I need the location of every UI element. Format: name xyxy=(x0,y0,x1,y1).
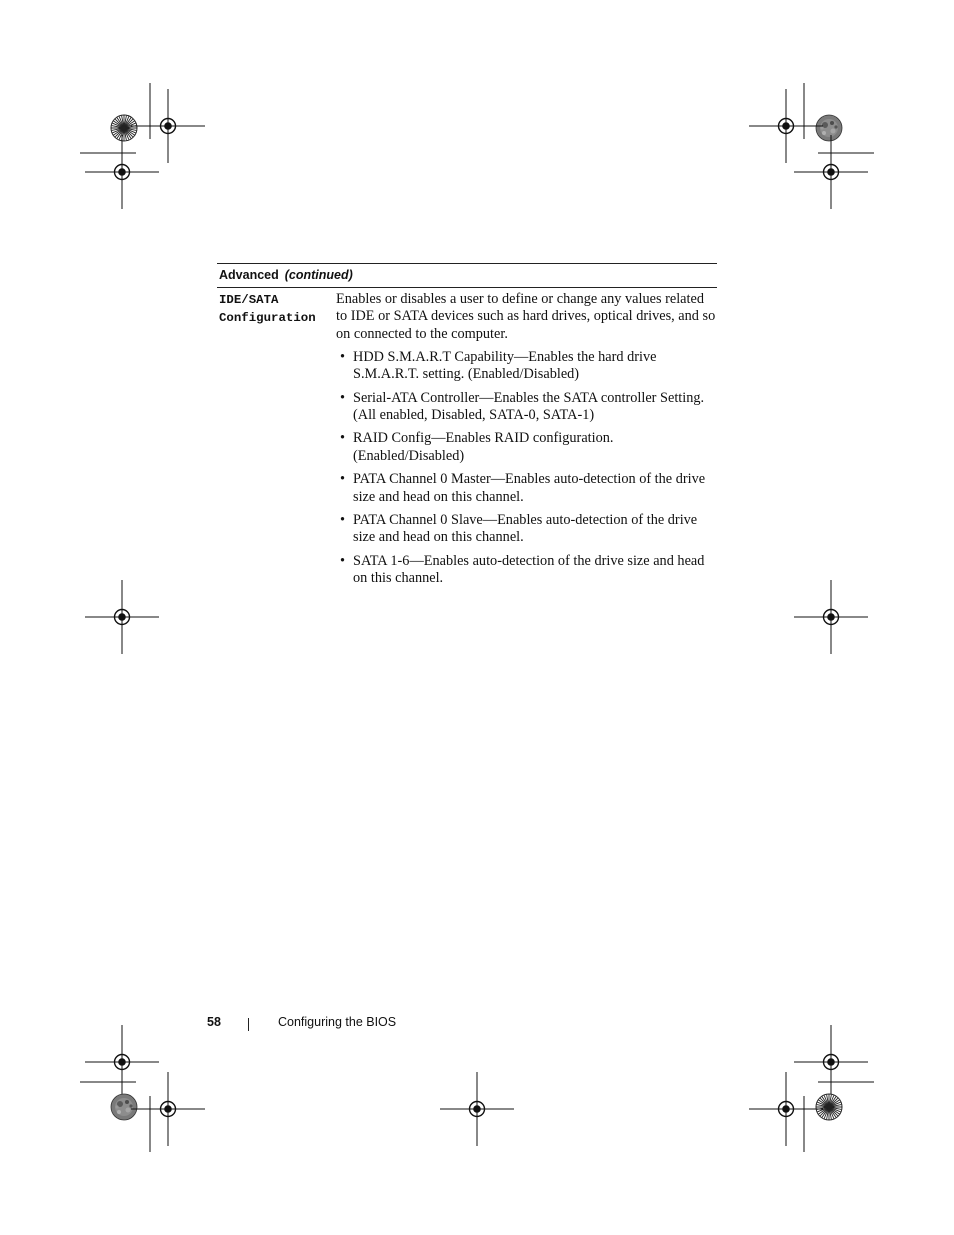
options-list xyxy=(336,349,717,588)
bullet-icon: • xyxy=(340,512,346,529)
setting-name xyxy=(219,292,334,327)
list-item xyxy=(336,512,706,547)
bullet-icon: • xyxy=(340,471,346,488)
chapter-title: Configuring the BIOS xyxy=(278,1015,397,1029)
page-footer xyxy=(0,1015,954,1035)
option-text: RAID Config—Enables RAID configuration. (Enabled/Disabled) xyxy=(353,430,614,464)
page-number: 58 xyxy=(207,1015,221,1029)
section-title: Advanced xyxy=(219,268,279,282)
bullet-icon: • xyxy=(340,430,346,447)
setting-description-cell xyxy=(336,291,717,594)
option-text: PATA Channel 0 Master—Enables auto-detection of the drive size and head on this channel. xyxy=(353,471,706,505)
table-header xyxy=(217,263,717,288)
setting-description: Enables or disables a user to define or change any values related to IDE or SATA devices such as hard drives, optical drives, and so on connected to the computer. xyxy=(336,291,716,342)
bullet-icon: • xyxy=(340,348,346,365)
setting-name-line2: Configuration xyxy=(219,310,316,325)
list-item xyxy=(336,430,706,465)
list-item xyxy=(336,390,706,425)
option-text: PATA Channel 0 Slave—Enables auto-detection of the drive size and head on this channel. xyxy=(353,512,698,546)
list-item xyxy=(336,553,706,588)
setting-name-line1: IDE/SATA xyxy=(219,293,279,307)
list-item xyxy=(336,471,706,506)
footer-separator xyxy=(248,1018,249,1031)
continued-label: (continued) xyxy=(284,268,353,282)
list-item xyxy=(336,349,706,384)
option-text: HDD S.M.A.R.T Capability—Enables the hard drive S.M.A.R.T. setting. (Enabled/Disabled) xyxy=(353,348,657,383)
bullet-icon: • xyxy=(340,389,346,406)
option-text: Serial-ATA Controller—Enables the SATA controller Setting. (All enabled, Disabled, SATA-0, SATA-1) xyxy=(353,389,705,423)
option-text: SATA 1-6—Enables auto-detection of the drive size and head on this channel. xyxy=(353,552,705,587)
bullet-icon: • xyxy=(340,552,346,569)
